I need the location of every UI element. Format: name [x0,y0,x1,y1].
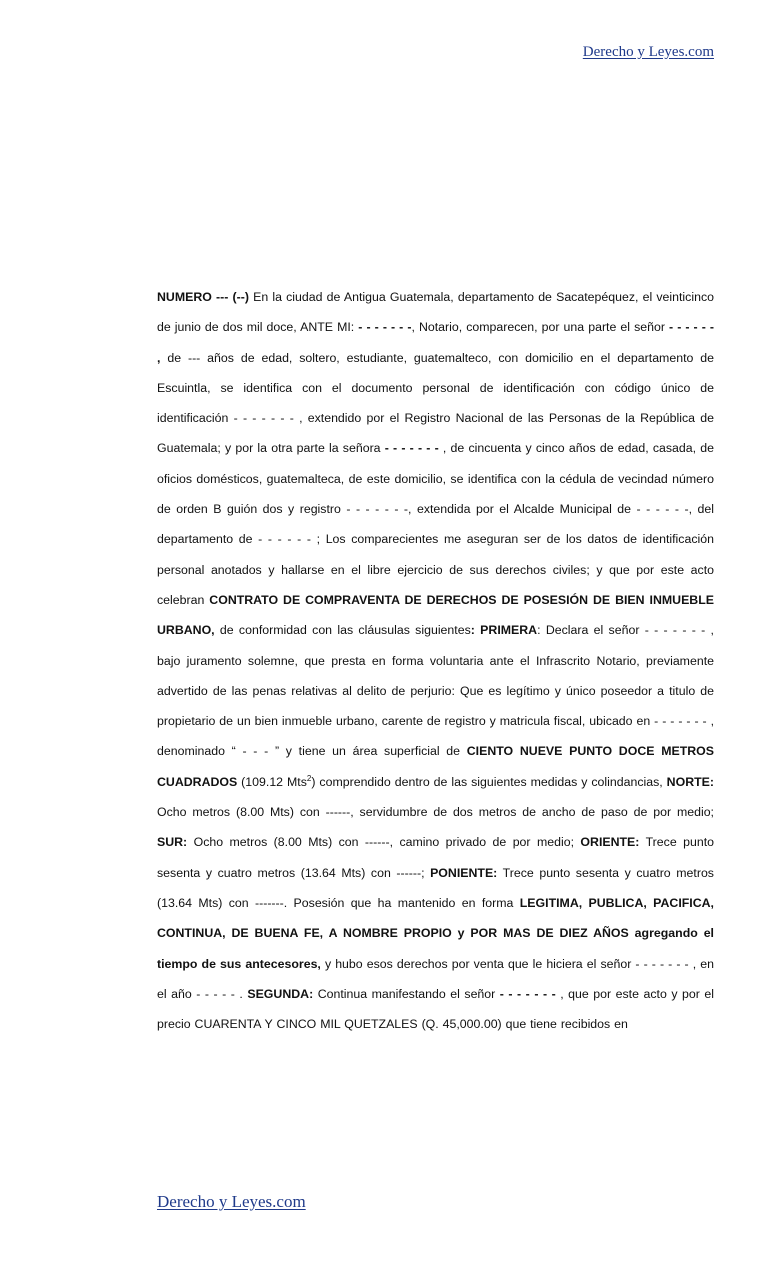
contract-text-segment: - - - - - - - [499,986,556,1001]
contract-text-segment: NORTE: [666,774,714,789]
contract-text-segment: ) comprendido dentro de las siguientes medidas y colindancias, [311,774,667,789]
contract-text-segment: - - - - - - - [358,320,412,335]
contract-text-segment: de conformidad con las cláusulas siguientes [214,623,471,638]
contract-text-segment: En la ciudad de Antigua Guatemala, departamento de Sacatepéquez, el veinticinco de junio de dos mil doce, ANTE MI: [157,290,714,335]
contract-text-segment: CONTRATO DE COMPRAVENTA DE DERECHOS DE POSESIÓN DE BIEN INMUEBLE URBANO, [157,592,714,638]
contract-text-segment: ORIENTE: [580,835,640,850]
contract-text-segment: NUMERO --- (--) [157,290,249,304]
contract-text-segment: Continua manifestando el señor [313,986,500,1001]
contract-text-segment: 2 [306,773,312,783]
contract-text-segment: , de cincuenta y cinco años de edad, casada, de oficios domésticos, guatemalteca, de este domicilio, se identifica con la cédula de vecindad número de orden B guión dos y registro - - - - - - -, extendida por el Alcalde Municipal de - - - - - -, del departamento de - - - - - - ; Los comparecientes me aseguran ser de los datos de identificación personal anotados y hallarse en el libre ejercicio de sus derechos civiles; y que por este acto celebran [157,441,714,607]
contract-text-segment: Trece punto sesenta y cuatro metros (13.64 Mts) con ------; [157,835,714,880]
contract-body [157,282,714,1039]
contract-text-segment: LEGITIMA, PUBLICA, PACIFICA, CONTINUA, DE BUENA FE, A NOMBRE PROPIO y POR MAS DE DIEZ AÑOS agregando el tiempo de sus antecesores, [157,895,714,971]
contract-text-segment: SUR: [157,835,188,850]
contract-text-segment: SEGUNDA: [247,986,314,1001]
footer-site-link[interactable]: Derecho y Leyes.com [157,1192,306,1211]
contract-text-segment: : Declara el señor - - - - - - - , bajo juramento solemne, que presta en forma voluntaria ante el Infrascrito Notario, previamente advertido de las penas relativas al delito de perjurio: Que es legítimo y único poseedor a titulo de propietario de un bien inmueble urbano, carente de registro y matricula fiscal, ubicado en - - - - - - - , denominado “ - - - ” y tiene un área superficial de [157,623,714,759]
contract-text-segment: PONIENTE: [430,865,498,880]
contract-text-segment: , Notario, comparecen, por una parte el señor [411,320,670,335]
contract-text-segment: Ocho metros (8.00 Mts) con ------, servidumbre de dos metros de ancho de paso de por medio; [157,805,714,820]
contract-text-segment: Trece punto sesenta y cuatro metros (13.64 Mts) con -------. Posesión que ha mantenido en forma [157,865,714,910]
contract-text-segment: - - - - - - - [384,441,439,456]
contract-text-segment: - - - - - - , [157,320,715,365]
contract-text-segment: Ocho metros (8.00 Mts) con ------, camino privado de por medio; [187,835,581,850]
contract-text-segment: , que por este acto y por el precio CUARENTA Y CINCO MIL QUETZALES (Q. 45,000.00) que tiene recibidos en [157,986,714,1032]
contract-text-segment: : PRIMERA [470,623,538,638]
contract-text-segment: y hubo esos derechos por venta que le hiciera el señor - - - - - - - , en el año - - - - - . [157,956,714,1001]
contract-text-segment: de --- años de edad, soltero, estudiante, guatemalteco, con domicilio en el departamento de Escuintla, se identifica con el documento personal de identificación con código único de identificación - - - - - - - , extendido por el Registro Nacional de las Personas de la República de Guatemala; y por la otra parte la señora [157,350,714,456]
contract-text-segment: (109.12 Mts [237,774,307,789]
header-site-link[interactable]: Derecho y Leyes.com [582,44,714,60]
contract-text-segment: CIENTO NUEVE PUNTO DOCE METROS CUADRADOS [157,744,714,789]
